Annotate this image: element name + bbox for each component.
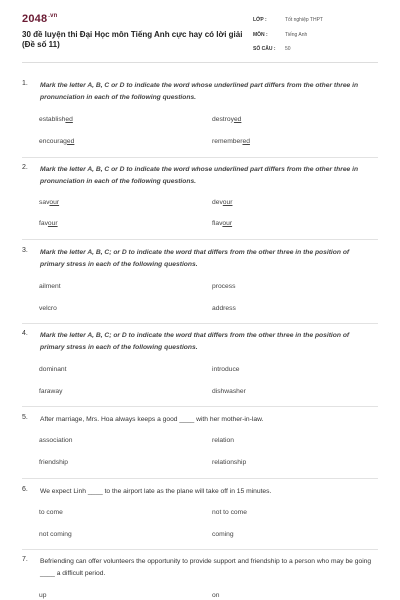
option-a[interactable]: dominant bbox=[39, 366, 67, 373]
question-text: Mark the letter A, B, C; or D to indicate the word that differs from the other three in the position of primary stress in each of the following questions. bbox=[40, 332, 350, 351]
question-number: 1. bbox=[22, 80, 28, 87]
header-divider bbox=[22, 62, 378, 63]
option-underlined: ed bbox=[66, 138, 75, 145]
option-c[interactable] bbox=[39, 138, 74, 145]
option-underlined: ed bbox=[65, 116, 73, 123]
option-text: establish bbox=[39, 116, 66, 123]
question-number: 3. bbox=[22, 247, 28, 254]
document-title bbox=[22, 30, 247, 50]
meta-count-value: 50 bbox=[285, 46, 291, 52]
meta-count-label: SỐ CÂU : bbox=[253, 46, 276, 52]
option-text: dev bbox=[212, 199, 223, 206]
option-b[interactable]: on bbox=[212, 592, 220, 599]
option-c[interactable] bbox=[39, 220, 58, 227]
question-number: 2. bbox=[22, 164, 28, 171]
option-underlined: ed bbox=[242, 138, 250, 145]
option-d[interactable]: address bbox=[212, 305, 236, 312]
option-c[interactable]: velcro bbox=[39, 305, 57, 312]
option-text: fav bbox=[39, 220, 48, 227]
question-divider bbox=[22, 157, 378, 158]
logo-suffix: .vn bbox=[48, 13, 58, 20]
option-text: remember bbox=[212, 138, 243, 145]
option-text: sav bbox=[39, 199, 50, 206]
question-text: Mark the letter A, B, C or D to indicate the word whose underlined part differs from the other three in pronunciation in each of the following questions. bbox=[40, 82, 359, 101]
question-text: Befriending can offer volunteers the opportunity to provide support and friendship to a person who may be going ____ a difficult period. bbox=[40, 558, 372, 577]
question-divider bbox=[22, 323, 378, 324]
question-number: 4. bbox=[22, 330, 28, 337]
document-title-line1: 30 đề luyện thi Đại Học môn Tiếng Anh cực hay có lời giải bbox=[22, 30, 243, 39]
option-b[interactable]: not to come bbox=[212, 509, 247, 516]
question-divider bbox=[22, 406, 378, 407]
option-a[interactable]: to come bbox=[39, 509, 63, 516]
meta-subject-value: Tiếng Anh bbox=[285, 32, 308, 38]
logo-text: 2048 bbox=[22, 13, 48, 25]
meta-subject-label: MÔN : bbox=[253, 32, 268, 38]
document-title-line2: (Đề số 11) bbox=[22, 40, 60, 49]
question-text: Mark the letter A, B, C; or D to indicate the word that differs from the other three in the position of primary stress in each of the following questions. bbox=[40, 249, 350, 268]
option-underlined: our bbox=[49, 199, 60, 206]
option-a[interactable]: up bbox=[39, 592, 47, 599]
option-a[interactable] bbox=[39, 199, 59, 206]
option-text: flav bbox=[212, 220, 223, 227]
question-text: We expect Linh ____ to the airport late as the plane will take off in 15 minutes. bbox=[40, 488, 272, 495]
question-divider bbox=[22, 478, 378, 479]
question-number: 5. bbox=[22, 414, 28, 421]
option-underlined: our bbox=[47, 220, 58, 227]
option-a[interactable] bbox=[39, 116, 73, 123]
question-number: 6. bbox=[22, 486, 28, 493]
option-b[interactable]: process bbox=[212, 283, 236, 290]
meta-class-label: LỚP : bbox=[253, 17, 267, 23]
option-d[interactable] bbox=[212, 220, 232, 227]
option-a[interactable]: association bbox=[39, 437, 73, 444]
question-number: 7. bbox=[22, 556, 28, 563]
question-text: Mark the letter A, B, C or D to indicate the word whose underlined part differs from the other three in pronunciation in each of the following questions. bbox=[40, 166, 359, 185]
option-d[interactable] bbox=[212, 138, 250, 145]
option-d[interactable]: coming bbox=[212, 531, 234, 538]
question-text: After marriage, Mrs. Hoa always keeps a good ____ with her mother-in-law. bbox=[40, 416, 264, 423]
site-logo[interactable] bbox=[22, 13, 58, 25]
option-text: destroy bbox=[212, 116, 234, 123]
option-d[interactable]: relationship bbox=[212, 459, 247, 466]
option-b[interactable]: relation bbox=[212, 437, 234, 444]
question-divider bbox=[22, 549, 378, 550]
option-b[interactable] bbox=[212, 116, 241, 123]
option-b[interactable]: introduce bbox=[212, 366, 240, 373]
option-c[interactable]: friendship bbox=[39, 459, 68, 466]
option-underlined: ed bbox=[233, 116, 242, 123]
option-c[interactable]: faraway bbox=[39, 388, 63, 395]
option-d[interactable]: dishwasher bbox=[212, 388, 246, 395]
question-divider bbox=[22, 239, 378, 240]
option-underlined: our bbox=[222, 220, 233, 227]
meta-class-value: Tốt nghiệp THPT bbox=[285, 17, 323, 23]
option-b[interactable] bbox=[212, 199, 232, 206]
option-text: encourag bbox=[39, 138, 67, 145]
option-c[interactable]: not coming bbox=[39, 531, 72, 538]
option-underlined: our bbox=[222, 199, 233, 206]
option-a[interactable]: ailment bbox=[39, 283, 61, 290]
